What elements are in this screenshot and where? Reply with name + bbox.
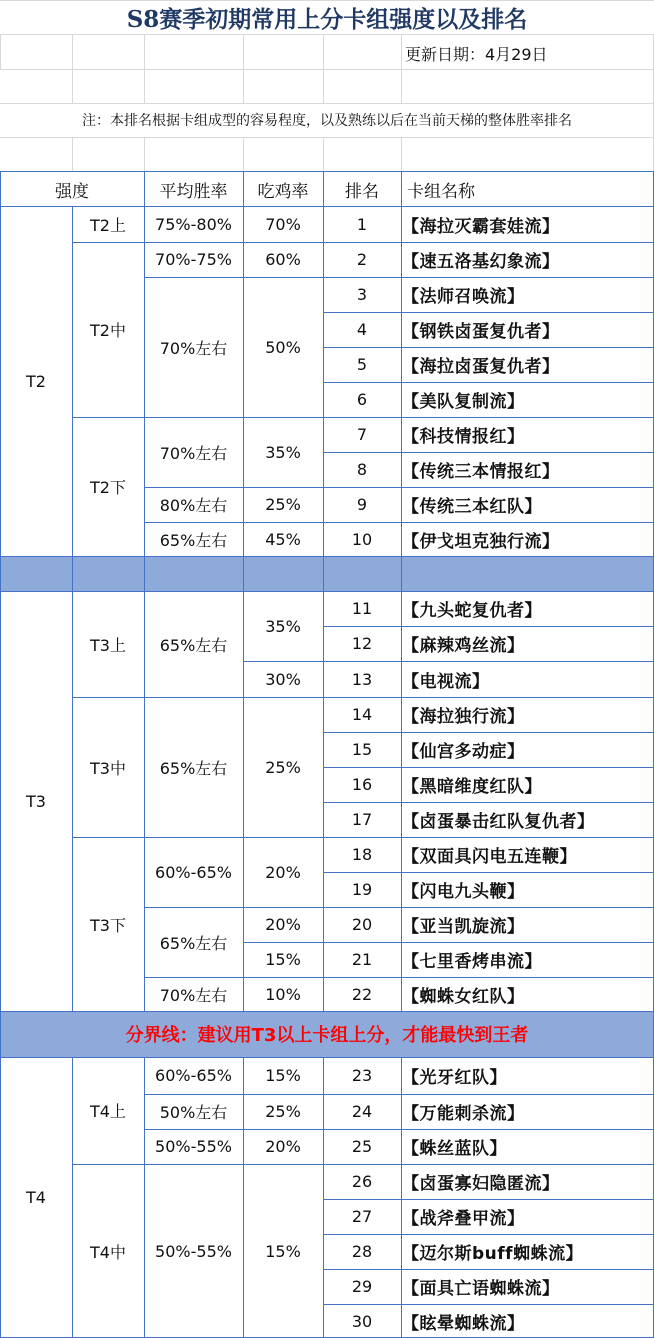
grid-line (0, 34, 1, 69)
eat-rate-cell: 20% (265, 862, 301, 882)
rank-cell: 5 (356, 355, 368, 374)
grid-line (243, 556, 244, 591)
grid-line (144, 556, 145, 591)
rank-cell: 9 (356, 495, 368, 514)
grid-line (72, 137, 73, 171)
deck-name-cell: 【海拉独行流】 (402, 707, 525, 727)
winrate-cell: 65%左右 (159, 758, 228, 778)
subtier-t3-mid: T3中 (90, 758, 126, 778)
separator-band (0, 556, 654, 591)
tier-t3: T3 (26, 791, 46, 811)
deck-name-cell: 【闪电九头鞭】 (402, 882, 525, 902)
grid-line (144, 34, 145, 69)
rank-cell: 26 (351, 1172, 373, 1191)
rank-cell: 17 (351, 810, 373, 829)
rank-cell: 11 (351, 599, 373, 618)
deck-name-cell: 【黑暗维度红队】 (402, 777, 542, 797)
rank-cell: 18 (351, 845, 373, 864)
winrate-cell: 65%左右 (159, 933, 228, 953)
header-tier: 强度 (55, 181, 89, 202)
grid-line (401, 34, 402, 69)
grid-line (401, 69, 402, 103)
grid-line (72, 69, 73, 103)
deck-name-cell: 【速五洛基幻象流】 (402, 252, 560, 272)
rank-cell: 2 (356, 250, 368, 269)
deck-name-cell: 【仙宫多动症】 (402, 742, 525, 762)
winrate-cell: 60%-65% (155, 862, 232, 882)
winrate-cell: 65%左右 (159, 635, 228, 655)
grid-line (144, 69, 145, 103)
winrate-cell: 80%左右 (159, 496, 228, 515)
rank-cell: 3 (356, 285, 368, 304)
eat-rate-cell: 70% (265, 214, 301, 234)
grid-line (0, 34, 654, 35)
subtier-t4-mid: T4中 (90, 1242, 126, 1262)
eat-rate-cell: 25% (265, 1102, 301, 1121)
grid-line (0, 556, 654, 557)
winrate-cell: 70%左右 (159, 443, 228, 463)
eat-rate-cell: 10% (265, 984, 301, 1004)
eat-rate-cell: 15% (265, 1066, 301, 1085)
deck-name-cell: 【光牙红队】 (402, 1068, 507, 1088)
rank-cell: 15 (351, 740, 373, 759)
deck-name-cell: 【蛛丝蓝队】 (402, 1139, 507, 1159)
tier-t4: T4 (26, 1188, 46, 1207)
grid-line (323, 556, 324, 591)
winrate-cell: 50%-55% (155, 1241, 232, 1261)
deck-name-cell: 【美队复制流】 (402, 392, 525, 412)
grid-line (0, 137, 654, 138)
deck-name-cell: 【战斧叠甲流】 (402, 1209, 525, 1229)
deck-name-cell: 【钢铁卤蛋复仇者】 (402, 322, 560, 342)
deck-name-cell: 【海拉灭霸套娃流】 (402, 216, 560, 237)
rank-cell: 13 (351, 669, 373, 689)
deck-name-cell: 【电视流】 (402, 671, 490, 692)
rank-cell: 24 (351, 1102, 373, 1121)
rank-cell: 8 (356, 460, 368, 479)
deck-name-cell: 【万能刺杀流】 (402, 1104, 525, 1124)
rank-cell: 21 (351, 950, 373, 969)
header-rank: 排名 (345, 181, 379, 202)
header-eat-rate: 吃鸡率 (257, 181, 309, 202)
eat-rate-cell: 15% (265, 1241, 301, 1261)
rank-cell: 10 (351, 529, 373, 549)
deck-name-cell: 【麻辣鸡丝流】 (402, 636, 525, 656)
subtier-t4-up: T4上 (90, 1102, 126, 1121)
deck-name-cell: 【伊戈坦克独行流】 (402, 531, 560, 552)
grid-line (323, 69, 324, 103)
grid-line (243, 137, 244, 171)
deck-name-cell: 【传统三本红队】 (402, 497, 542, 517)
deck-name-cell: 【面具亡语蜘蛛流】 (402, 1279, 560, 1299)
rank-cell: 16 (351, 775, 373, 794)
grid-line (243, 69, 244, 103)
subtier-t2-up: T2上 (90, 215, 126, 235)
deck-name-cell: 【双面具闪电五连鞭】 (402, 847, 577, 867)
page-title: S8赛季初期常用上分卡组强度以及排名 (126, 5, 528, 33)
deck-name-cell: 【蜘蛛女红队】 (402, 986, 525, 1007)
rank-cell: 12 (351, 634, 373, 653)
eat-rate-cell: 15% (265, 950, 301, 969)
eat-rate-cell: 30% (265, 669, 301, 689)
grid-line (401, 556, 402, 591)
boundary-line-text: 分界线：建议用T3以上卡组上分，才能最快到王者 (125, 1025, 529, 1046)
subtier-t3-up: T3上 (90, 635, 126, 655)
grid-line (72, 556, 73, 591)
winrate-cell: 65%左右 (159, 530, 228, 550)
rank-cell: 6 (356, 390, 368, 409)
eat-rate-cell: 35% (265, 442, 301, 462)
ranking-note: 注：本排名根据卡组成型的容易程度，以及熟练以后在当前天梯的整体胜率排名 (82, 113, 572, 129)
eat-rate-cell: 20% (265, 1137, 301, 1156)
subtier-t2-low: T2下 (90, 478, 126, 497)
rank-cell: 19 (351, 880, 373, 899)
deck-name-cell: 【海拉卤蛋复仇者】 (402, 357, 560, 377)
rank-cell: 4 (356, 320, 368, 339)
eat-rate-cell: 25% (265, 495, 301, 514)
grid-line (72, 34, 73, 69)
deck-name-cell: 【眩晕蜘蛛流】 (402, 1313, 525, 1334)
deck-name-cell: 【法师召唤流】 (402, 287, 525, 307)
deck-name-cell: 【七里香烤串流】 (402, 952, 542, 972)
grid-line (323, 137, 324, 171)
grid-line (144, 137, 145, 171)
eat-rate-cell: 45% (265, 529, 301, 549)
winrate-cell: 60%-65% (155, 1066, 232, 1085)
deck-name-cell: 【科技情报红】 (402, 427, 525, 447)
rank-cell: 28 (351, 1242, 373, 1261)
grid-line (323, 34, 324, 69)
tier-t2: T2 (26, 371, 46, 391)
deck-name-cell: 【卤蛋寡妇隐匿流】 (402, 1174, 560, 1194)
header-winrate: 平均胜率 (159, 181, 228, 202)
deck-name-cell: 【传统三本情报红】 (402, 462, 560, 482)
subtier-t2-mid: T2中 (90, 321, 126, 340)
deck-name-cell: 【九头蛇复仇者】 (402, 601, 542, 621)
grid-line (243, 34, 244, 69)
eat-rate-cell: 35% (265, 616, 301, 636)
winrate-cell: 70%左右 (159, 338, 228, 358)
rank-cell: 27 (351, 1207, 373, 1226)
rank-cell: 7 (356, 425, 368, 444)
winrate-cell: 70%-75% (155, 250, 232, 269)
eat-rate-cell: 20% (265, 915, 301, 934)
winrate-cell: 50%左右 (159, 1103, 228, 1122)
rank-cell: 22 (351, 984, 373, 1004)
rank-cell: 23 (351, 1066, 373, 1085)
rank-cell: 25 (351, 1137, 373, 1156)
subtier-t3-low: T3下 (90, 915, 126, 935)
rank-cell: 14 (351, 705, 373, 724)
winrate-cell: 75%-80% (155, 214, 232, 234)
deck-name-cell: 【亚当凯旋流】 (402, 917, 525, 937)
rank-cell: 29 (351, 1277, 373, 1296)
rank-cell: 30 (351, 1311, 373, 1331)
deck-name-cell: 【迈尔斯buff蜘蛛流】 (402, 1244, 584, 1264)
rank-cell: 20 (351, 915, 373, 934)
winrate-cell: 50%-55% (155, 1137, 232, 1156)
header-deck-name: 卡组名称 (407, 181, 475, 202)
grid-line (401, 137, 402, 171)
eat-rate-cell: 50% (265, 337, 301, 357)
update-date: 更新日期：4月29日 (405, 44, 548, 64)
eat-rate-cell: 25% (265, 757, 301, 777)
rank-cell: 1 (356, 214, 368, 234)
eat-rate-cell: 60% (265, 250, 301, 269)
winrate-cell: 70%左右 (159, 985, 228, 1005)
deck-name-cell: 【卤蛋暴击红队复仇者】 (402, 812, 595, 832)
